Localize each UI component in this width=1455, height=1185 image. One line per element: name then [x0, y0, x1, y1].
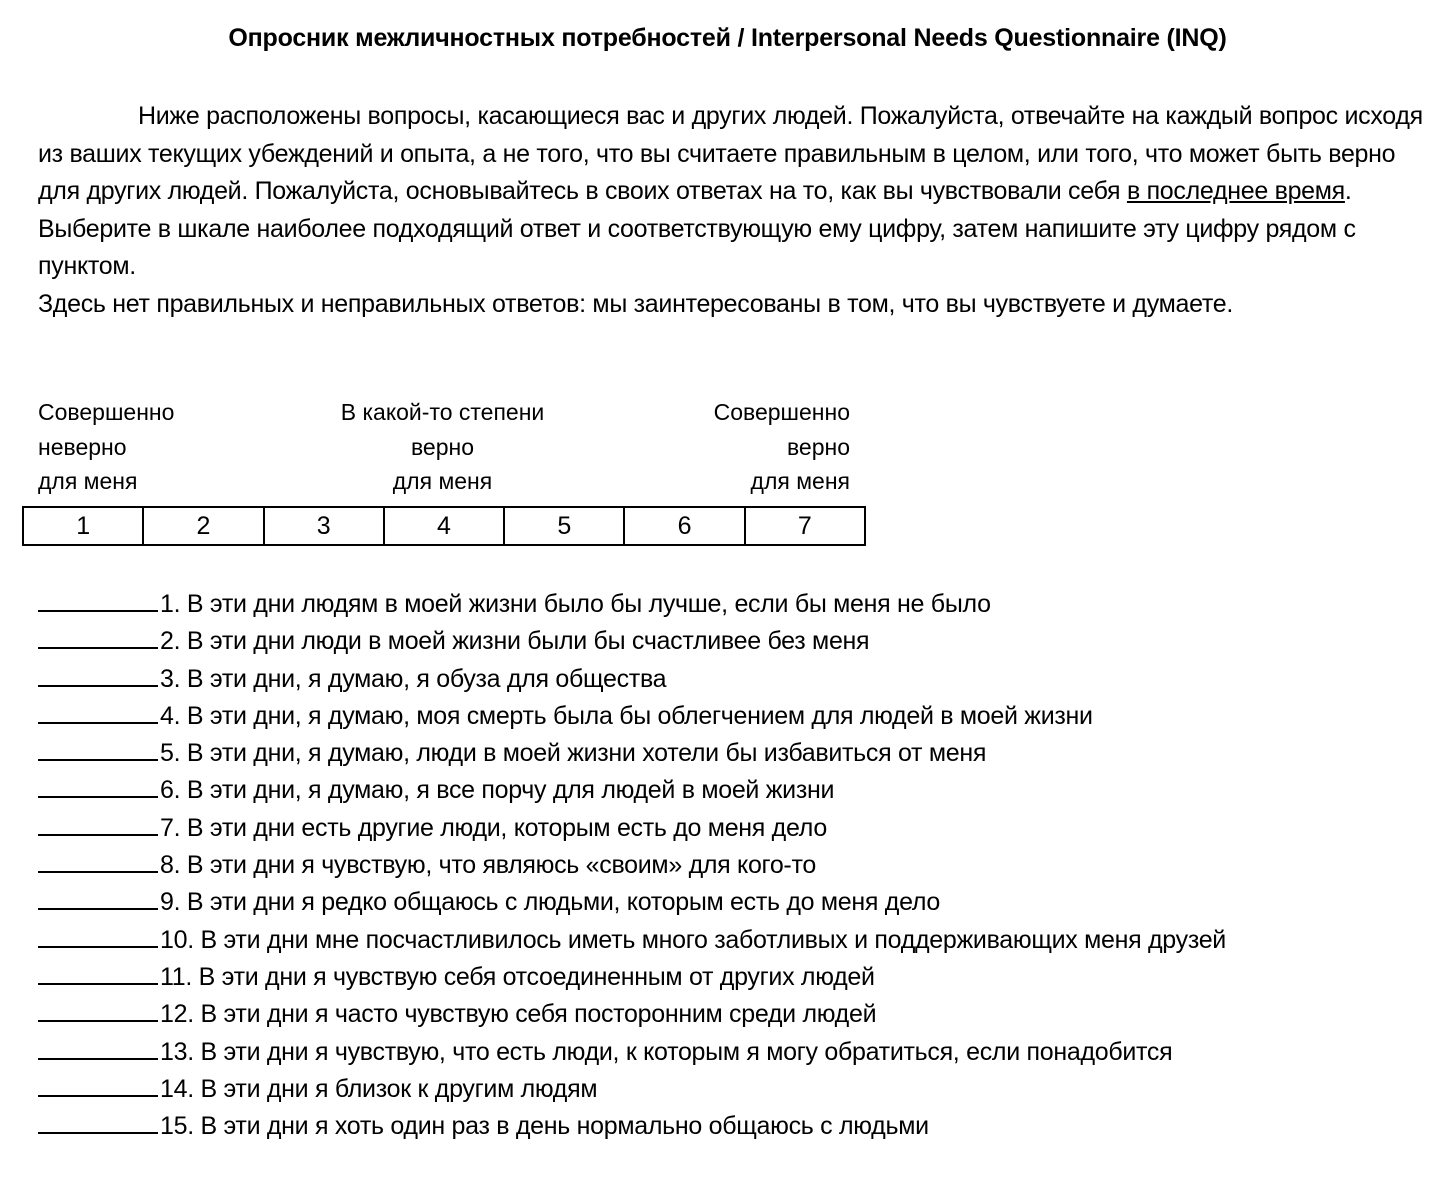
scale-value-cell: 2 — [143, 507, 263, 545]
answer-blank[interactable] — [38, 661, 158, 687]
question-list — [38, 586, 1438, 1145]
answer-blank[interactable] — [38, 959, 158, 985]
intro-text — [38, 98, 1428, 323]
question-text: 6. В эти дни, я думаю, я все порчу для людей в моей жизни — [160, 776, 835, 805]
scale-label-right-line: верно — [786, 433, 850, 460]
question-text: 10. В эти дни мне посчастливилось иметь много заботливых и поддерживающих меня друзей — [160, 925, 1226, 954]
question-item — [38, 996, 1438, 1033]
question-text: 5. В эти дни, я думаю, люди в моей жизни хотели бы избавиться от меня — [160, 739, 987, 768]
scale-value-cell: 3 — [264, 507, 384, 545]
question-text: 8. В эти дни я чувствую, что являюсь «своим» для кого-то — [160, 851, 816, 880]
answer-blank[interactable] — [38, 884, 158, 910]
question-text: 12. В эти дни я часто чувствую себя посторонним среди людей — [160, 1000, 877, 1029]
question-text: 2. В эти дни люди в моей жизни были бы счастливее без меня — [160, 627, 870, 656]
answer-blank[interactable] — [38, 1071, 158, 1097]
question-item — [38, 623, 1438, 660]
question-item — [38, 698, 1438, 735]
question-item — [38, 1108, 1438, 1145]
answer-blank[interactable] — [38, 772, 158, 798]
scale-table — [22, 506, 866, 546]
answer-blank[interactable] — [38, 810, 158, 836]
answer-blank[interactable] — [38, 996, 158, 1022]
intro-part1: Ниже расположены вопросы, касающиеся вас и других людей. Пожалуйста, отвечайте на каждый вопрос исходя из ваших текущих убеждений и опыта, а не того, что вы считаете правильным в целом, или того, что может быть верно для других людей. Пожалуйста, основывайтесь в своих ответах на то, как вы чувствовали себя — [38, 102, 1423, 205]
question-item — [38, 847, 1438, 884]
question-item — [38, 661, 1438, 698]
scale-value-cell: 4 — [384, 507, 504, 545]
answer-blank[interactable] — [38, 847, 158, 873]
scale-label-right-line: Совершенно — [713, 399, 850, 425]
question-item — [38, 922, 1438, 959]
scale-label-middle-line: для меня — [392, 468, 493, 494]
question-text: 4. В эти дни, я думаю, моя смерть была бы облегчением для людей в моей жизни — [160, 701, 1093, 730]
question-text: 11. В эти дни я чувствую себя отсоединенным от других людей — [160, 962, 875, 991]
question-item — [38, 772, 1438, 809]
answer-blank[interactable] — [38, 735, 158, 761]
scale-value-cell: 1 — [23, 507, 143, 545]
scale-label-middle-line: В какой-то степени — [340, 399, 545, 425]
scale-label-left-line: Совершенно — [38, 399, 175, 425]
scale-value-cell: 5 — [504, 507, 624, 545]
question-text: 9. В эти дни я редко общаюсь с людьми, которым есть до меня дело — [160, 888, 941, 917]
question-item — [38, 1071, 1438, 1108]
question-item — [38, 1034, 1438, 1071]
question-item — [38, 735, 1438, 772]
question-item — [38, 959, 1438, 996]
scale-label-middle-line: верно — [410, 433, 475, 460]
scale-label-middle — [300, 395, 585, 499]
question-item — [38, 810, 1438, 847]
scale-value-cell: 6 — [624, 507, 744, 545]
page-title: Опросник межличностных потребностей / Interpersonal Needs Questionnaire (INQ) — [228, 24, 1227, 52]
intro-part2: . Выберите в шкале наиболее подходящий ответ и соответствующую ему цифру, затем напишите эту цифру рядом с пунктом. — [38, 177, 1356, 280]
question-text: 7. В эти дни есть другие люди, которым есть до меня дело — [160, 813, 827, 842]
intro-underlined: в последнее время — [1126, 177, 1345, 205]
scale-label-right-line: для меня — [750, 468, 850, 494]
scale-label-right — [600, 395, 850, 499]
scale-label-left-line: для меня — [38, 468, 138, 494]
answer-blank[interactable] — [38, 623, 158, 649]
question-text: 3. В эти дни, я думаю, я обуза для общества — [160, 664, 667, 693]
question-item — [38, 884, 1438, 921]
intro-line2: Здесь нет правильных и неправильных ответов: мы заинтересованы в том, что вы чувствуете и думаете. — [38, 289, 1234, 318]
answer-blank[interactable] — [38, 586, 158, 612]
answer-blank[interactable] — [38, 1108, 158, 1134]
scale-value-cell: 7 — [745, 507, 865, 545]
answer-blank[interactable] — [38, 698, 158, 724]
answer-blank[interactable] — [38, 922, 158, 948]
question-text: 1. В эти дни людям в моей жизни было бы лучше, если бы меня не было — [160, 590, 991, 618]
question-item — [38, 586, 1438, 623]
question-text: 13. В эти дни я чувствую, что есть люди, к которым я могу обратиться, если понадобится — [160, 1037, 1173, 1066]
scale-label-left-line: неверно — [38, 433, 127, 460]
scale-label-left — [38, 395, 174, 499]
answer-blank[interactable] — [38, 1034, 158, 1060]
question-text: 15. В эти дни я хоть один раз в день нормально общаюсь с людьми — [160, 1112, 929, 1141]
question-text: 14. В эти дни я близок к другим людям — [160, 1074, 598, 1103]
